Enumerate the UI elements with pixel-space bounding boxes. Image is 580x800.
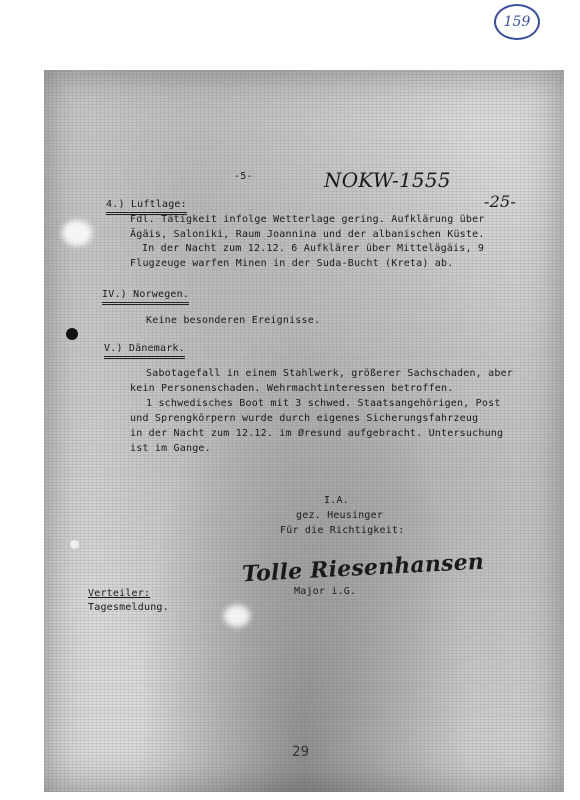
- page-number: -5-: [234, 171, 253, 182]
- air-line: Ägäis, Saloniki, Raum Joannina und der albanischen Küste.: [130, 229, 485, 240]
- signature-name: gez. Heusinger: [296, 510, 384, 521]
- handwritten-reference: NOKW-1555: [324, 168, 451, 192]
- punch-hole-mark: [70, 540, 79, 549]
- signature-certify: Für die Richtigkeit:: [280, 525, 405, 536]
- air-line: Flugzeuge warfen Minen in der Suda-Bucht (Kreta) ab.: [130, 258, 454, 269]
- distribution-value: Tagesmeldung.: [88, 602, 169, 613]
- footer-mark: 29: [292, 744, 310, 760]
- air-line: Fdl. Tätigkeit infolge Wetterlage gering. Aufklärung über: [130, 214, 485, 225]
- handwritten-signature: Tolle Riesenhansen: [241, 548, 485, 588]
- denmark-line: 1 schwedisches Boot mit 3 schwed. Staatsangehörigen, Post: [146, 398, 501, 409]
- archive-stamp: 159: [494, 4, 540, 40]
- section-heading-norway: IV.) Norwegen.: [102, 288, 189, 305]
- paper-blemish: [62, 220, 92, 246]
- section-heading-denmark: V.) Dänemark.: [104, 342, 185, 359]
- paper-blemish: [224, 605, 250, 627]
- distribution-label: Verteiler:: [88, 588, 151, 599]
- document-page: [44, 70, 564, 792]
- denmark-line: und Sprengkörpern wurde durch eigenes Sicherungsfahrzeug: [130, 413, 479, 424]
- norway-body: Keine besonderen Ereignisse.: [146, 315, 321, 326]
- denmark-line: in der Nacht zum 12.12. im Øresund aufgebracht. Untersuchung: [130, 428, 504, 439]
- denmark-line: ist im Gange.: [130, 443, 211, 454]
- handwritten-page: -25-: [484, 192, 516, 211]
- signature-ia: I.A.: [324, 495, 349, 506]
- air-line: In der Nacht zum 12.12. 6 Aufklärer über Mittelägäis, 9: [142, 243, 485, 254]
- punch-hole-mark: [66, 328, 78, 340]
- denmark-line: Sabotagefall in einem Stahlwerk, größerer Sachschaden, aber: [146, 368, 514, 379]
- signature-rank: Major i.G.: [294, 586, 357, 597]
- section-heading-air: 4.) Luftlage:: [106, 198, 187, 215]
- denmark-line: kein Personenschaden. Wehrmachtinteressen betroffen.: [130, 383, 454, 394]
